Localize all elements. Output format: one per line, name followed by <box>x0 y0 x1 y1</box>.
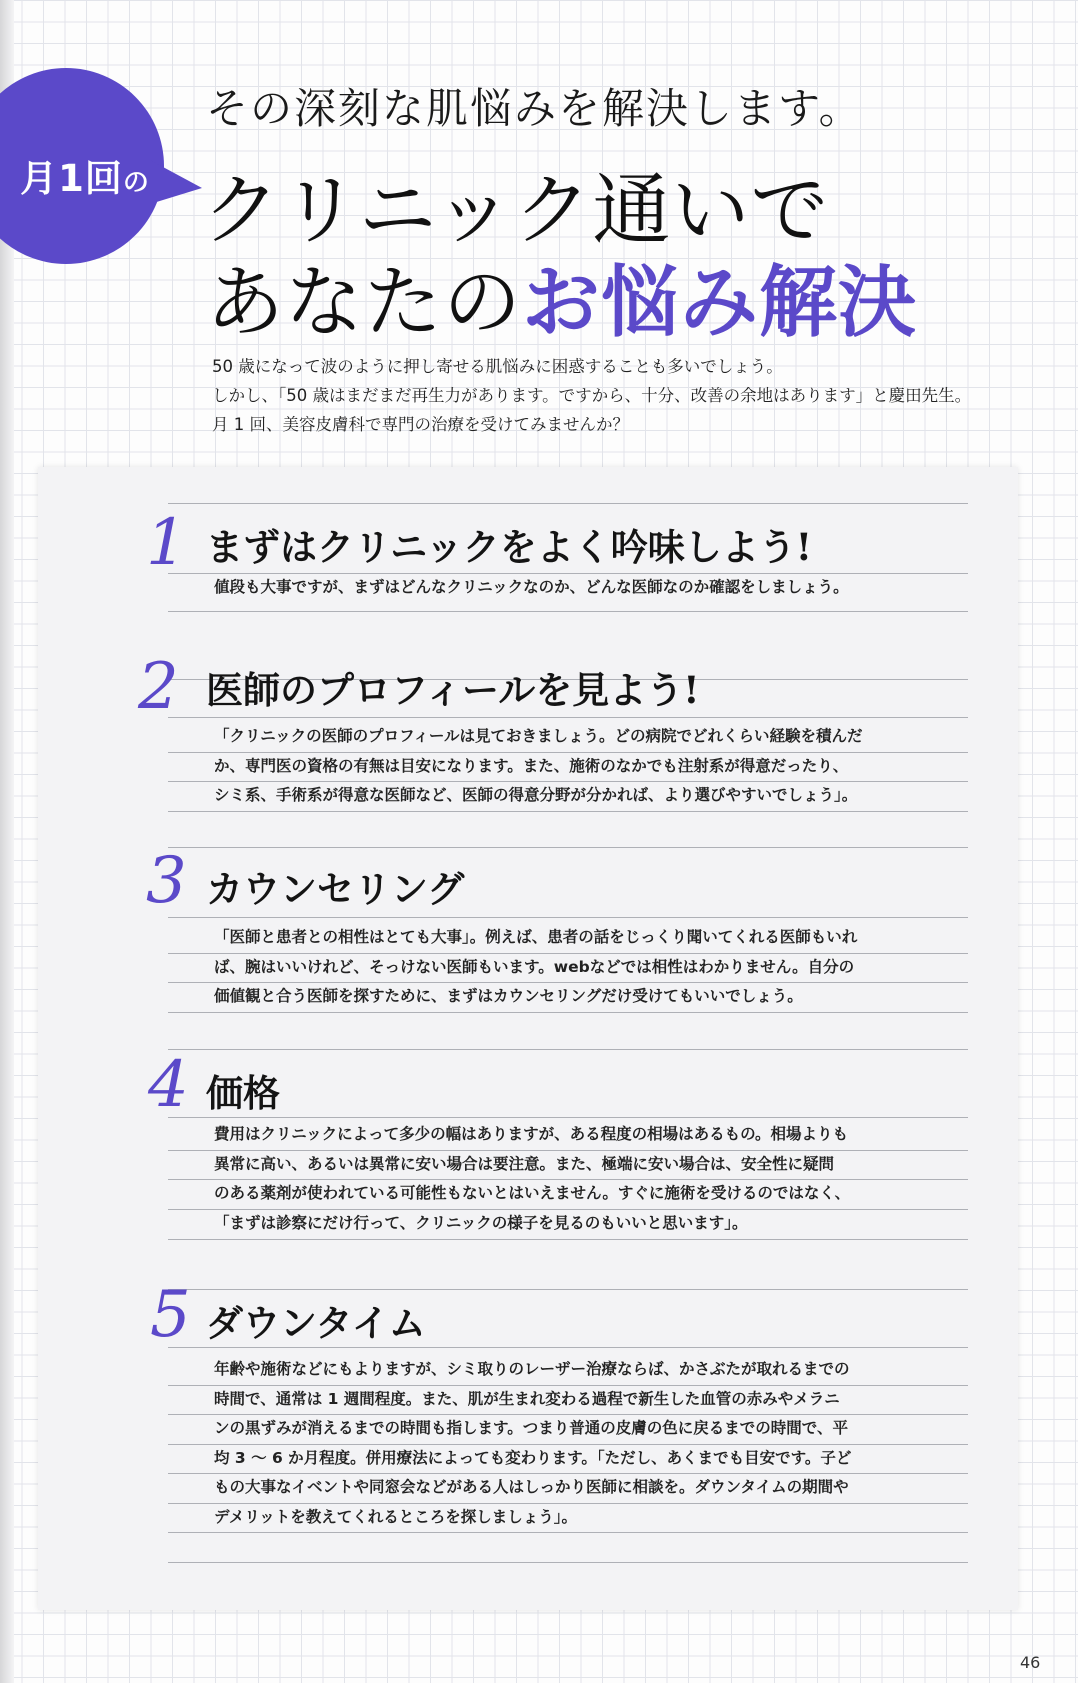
ruled-line <box>168 717 968 718</box>
ruled-line <box>168 953 968 954</box>
ruled-line <box>168 1179 968 1180</box>
step-body-line: 「医師と患者との相性はとても大事」。例えば、患者の話をじっくり聞いてくれる医師もいれ <box>214 928 858 946</box>
title-line-2 <box>206 240 917 352</box>
step-number: 1 <box>146 506 187 580</box>
step-heading: まずはクリニックをよく吟味しよう! <box>206 525 813 569</box>
ruled-line <box>168 1209 968 1210</box>
step-body-line: 「まずは診察にだけ行って、クリニックの様子を見るのもいいと思います」。 <box>214 1213 748 1232</box>
speech-bubble-text <box>0 148 170 202</box>
ruled-line <box>168 1385 968 1386</box>
step-body-line: か、専門医の資格の有無は目安になります。また、施術のなかでも注射系が得意だったり、 <box>214 756 849 775</box>
title-line-2-plain: あなたの <box>206 258 523 348</box>
step-body-line: もの大事なイベントや同窓会などがある人はしっかり医師に相談を。ダウンタイムの期間や <box>214 1478 849 1496</box>
ruled-line <box>168 1012 968 1013</box>
title-line-2-accent: お悩み解決 <box>522 258 918 348</box>
step-body-line: 費用はクリニックによって多少の幅はありますが、ある程度の相場はあるもの。相場よりも <box>214 1125 848 1143</box>
step-body-line: ば、腕はいいけれど、そっけない医師もいます。webなどでは相性はわかりません。自分の <box>214 957 855 976</box>
ruled-line <box>168 611 968 612</box>
step-body-line: 時間で、通常は 1 週間程度。また、肌が生まれ変わる過程で新生した血管の赤みやメラニ <box>214 1389 840 1408</box>
ruled-line <box>168 811 968 812</box>
step-body-line: 異常に高い、あるいは異常に安い場合は要注意。また、極端に安い場合は、安全性に疑問 <box>214 1154 835 1173</box>
bubble-particle-text: の <box>122 168 150 198</box>
step-heading: 価格 <box>206 1071 280 1115</box>
bubble-main-text: 月1回 <box>20 157 123 200</box>
intro-line: 50 歳になって波のように押し寄せる肌悩みに困惑することも多いでしょう。 <box>212 357 783 376</box>
step-body <box>214 573 934 603</box>
intro-paragraph <box>212 352 1012 439</box>
step-body-line: 「クリニックの医師のプロフィールは見ておきましょう。どの病院でどれくらい経験を積んだ <box>214 727 863 745</box>
ruled-line <box>168 1049 968 1050</box>
page-binding-shadow <box>0 0 14 1683</box>
steps-card <box>38 467 1018 1610</box>
ruled-line <box>168 1289 968 1290</box>
ruled-line <box>168 1503 968 1504</box>
intro-line: しかし、「50 歳はまだまだ再生力があります。ですから、十分、改善の余地はあります」と慶田先生。 <box>212 386 972 405</box>
ruled-line <box>168 1444 968 1445</box>
ruled-line <box>168 982 968 983</box>
step-body-line: 値段も大事ですが、まずはどんなクリニックなのか、どんな医師なのか確認をしましょう。 <box>214 578 849 596</box>
step-body <box>214 923 934 1012</box>
step-number: 3 <box>146 844 187 918</box>
ruled-line <box>168 752 968 753</box>
step-body-line: 価値観と合う医師を探すために、まずはカウンセリングだけ受けてもいいでしょう。 <box>214 987 803 1005</box>
ruled-line <box>168 1414 968 1415</box>
ruled-line <box>168 1532 968 1533</box>
ruled-line <box>168 1117 968 1118</box>
ruled-line <box>168 1239 968 1240</box>
ruled-line <box>168 1473 968 1474</box>
title-line-1: クリニック通いで <box>202 166 830 256</box>
step-body-line: シミ系、手術系が得意な医師など、医師の得意分野が分かれば、より選びやすいでしょう」。 <box>214 786 858 804</box>
ruled-line <box>168 781 968 782</box>
step-heading: 医師のプロフィールを見よう! <box>206 668 700 712</box>
ruled-line <box>168 503 968 504</box>
step-number: 5 <box>150 1278 191 1352</box>
step-heading: カウンセリング <box>206 867 465 911</box>
step-body-line: 均 3 ～ 6 か月程度。併用療法によっても変わります。「ただし、あくまでも目安です。子ど <box>214 1448 852 1467</box>
ruled-line <box>168 1150 968 1151</box>
step-body-line: のある薬剤が使われている可能性もないとはいえません。すぐに施術を受けるのではなく、 <box>214 1184 851 1202</box>
ruled-line <box>168 1347 968 1348</box>
ruled-line <box>168 847 968 848</box>
step-number: 4 <box>148 1048 189 1122</box>
step-body-line: ンの黒ずみが消えるまでの時間も指します。つまり普通の皮膚の色に戻るまでの時間で、平 <box>214 1419 848 1437</box>
intro-line: 月 1 回、美容皮膚科で専門の治療を受けてみませんか？ <box>212 415 629 434</box>
step-heading: ダウンタイム <box>206 1301 426 1345</box>
step-number: 2 <box>138 650 179 724</box>
page-number: 46 <box>1020 1653 1041 1672</box>
step-body-line: 年齢や施術などにもよりますが、シミ取りのレーザー治療ならば、かさぶたが取れるまでの <box>214 1360 850 1378</box>
step-body <box>214 722 934 811</box>
step-body-line: デメリットを教えてくれるところを探しましょう」。 <box>214 1507 578 1526</box>
kicker-line: その深刻な肌悩みを解決します。 <box>206 84 863 133</box>
ruled-line <box>168 1562 968 1563</box>
ruled-line <box>168 917 968 918</box>
